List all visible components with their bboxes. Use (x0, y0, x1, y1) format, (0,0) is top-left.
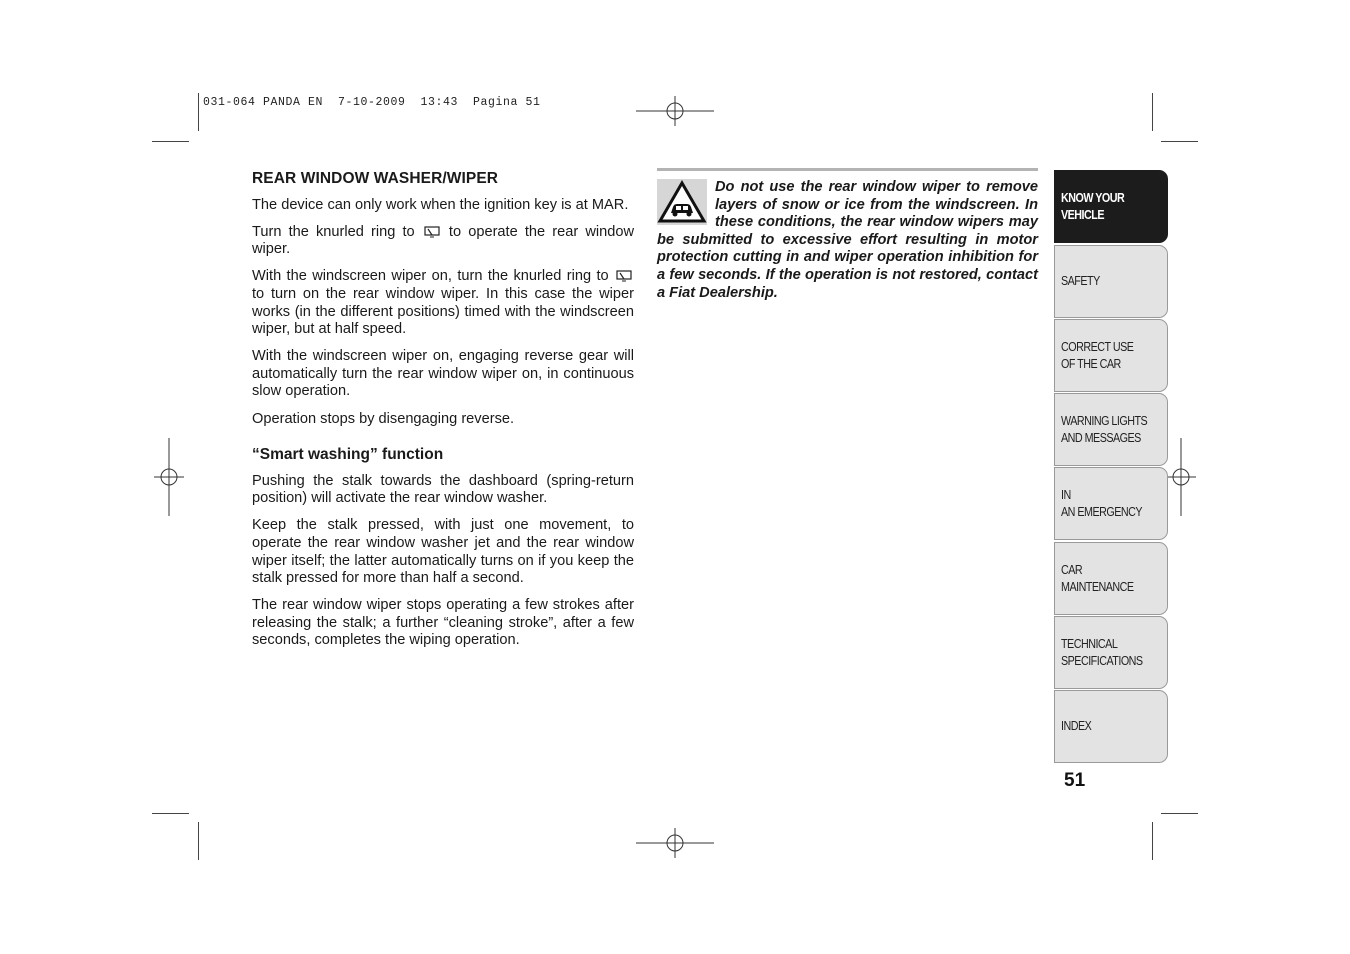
paragraph-text: to turn on the rear window wiper. In this case the wiper works (in the different positions) timed with the windscreen wiper, but at half speed. (252, 285, 634, 338)
tab-label: KNOW YOUR VEHICLE (1061, 190, 1125, 222)
crop-mark (152, 141, 189, 142)
crop-mark (1161, 141, 1198, 142)
tab-in-an-emergency[interactable] (1054, 467, 1168, 540)
crop-mark (1152, 822, 1153, 860)
paragraph-text: Turn the knurled ring to (252, 223, 415, 240)
rear-wiper-icon (424, 226, 440, 238)
tab-know-your-vehicle[interactable] (1054, 170, 1168, 243)
page-number: 51 (1064, 770, 1086, 791)
paragraph-text: With the windscreen wiper on, turn the knurled ring to (252, 268, 609, 285)
paragraph: The rear window wiper stops operating a few strokes after releasing the stalk; a further “cleaning stroke”, after a few seconds, completes the wiping operation. (252, 597, 634, 649)
tab-warning-lights[interactable] (1054, 393, 1168, 466)
car-warning-triangle-icon (657, 179, 707, 225)
tab-car-maintenance[interactable] (1054, 542, 1168, 615)
main-column (252, 170, 634, 660)
crop-mark (198, 822, 199, 860)
crop-mark (152, 813, 189, 814)
rear-wiper-icon (616, 270, 632, 282)
paragraph: Operation stops by disengaging reverse. (252, 410, 515, 427)
paragraph (252, 268, 634, 338)
paragraph-text: to operate the rear window wiper. (252, 223, 635, 258)
tab-technical-specifications[interactable] (1054, 616, 1168, 689)
registration-mark-icon (636, 96, 714, 126)
warning-text: Do not use the rear window wiper to remove layers of snow or ice from the windscreen. In these conditions, the rear window wipers may be submitted to excessive effort resulting in motor protection cutting in and wiper operation inhibition for a few seconds. If the operation is not restored, contact a Fiat Dealership. (657, 179, 1038, 301)
subsection-heading: “Smart washing” function (252, 446, 444, 464)
tab-label: SAFETY (1061, 274, 1100, 288)
paragraph: Keep the stalk pressed, with just one movement, to operate the rear window washer jet and the rear window wiper itself; the latter automatically turns on if you keep the stalk pressed for more than half a second. (252, 517, 634, 587)
tab-correct-use[interactable] (1054, 319, 1168, 392)
tab-label: CORRECT USE OF THE CAR (1061, 339, 1134, 371)
tab-label: CAR MAINTENANCE (1061, 562, 1134, 594)
crop-mark (1152, 93, 1153, 131)
paragraph: With the windscreen wiper on, engaging reverse gear will automatically turn the rear window wiper on, in continuous slow operation. (252, 348, 634, 400)
warning-box (657, 168, 1038, 302)
tab-label: IN AN EMERGENCY (1061, 487, 1143, 519)
paragraph: The device can only work when the ignition key is at MAR. (252, 196, 629, 213)
section-heading: REAR WINDOW WASHER/WIPER (252, 170, 499, 187)
tab-label: WARNING LIGHTS AND MESSAGES (1061, 413, 1148, 445)
registration-mark-icon (154, 438, 184, 516)
registration-mark-icon (1166, 438, 1196, 516)
tab-label: TECHNICAL SPECIFICATIONS (1061, 636, 1143, 668)
tab-label: INDEX (1061, 719, 1092, 733)
tab-index[interactable] (1054, 690, 1168, 763)
tab-safety[interactable] (1054, 245, 1168, 318)
crop-mark (198, 93, 199, 131)
crop-mark (1161, 813, 1198, 814)
paragraph (252, 224, 634, 259)
print-slug: 031-064 PANDA EN 7-10-2009 13:43 Pagina 51 (203, 96, 541, 109)
paragraph: Pushing the stalk towards the dashboard (spring-return position) will activate the rear window washer. (252, 472, 634, 507)
registration-mark-icon (636, 828, 714, 858)
